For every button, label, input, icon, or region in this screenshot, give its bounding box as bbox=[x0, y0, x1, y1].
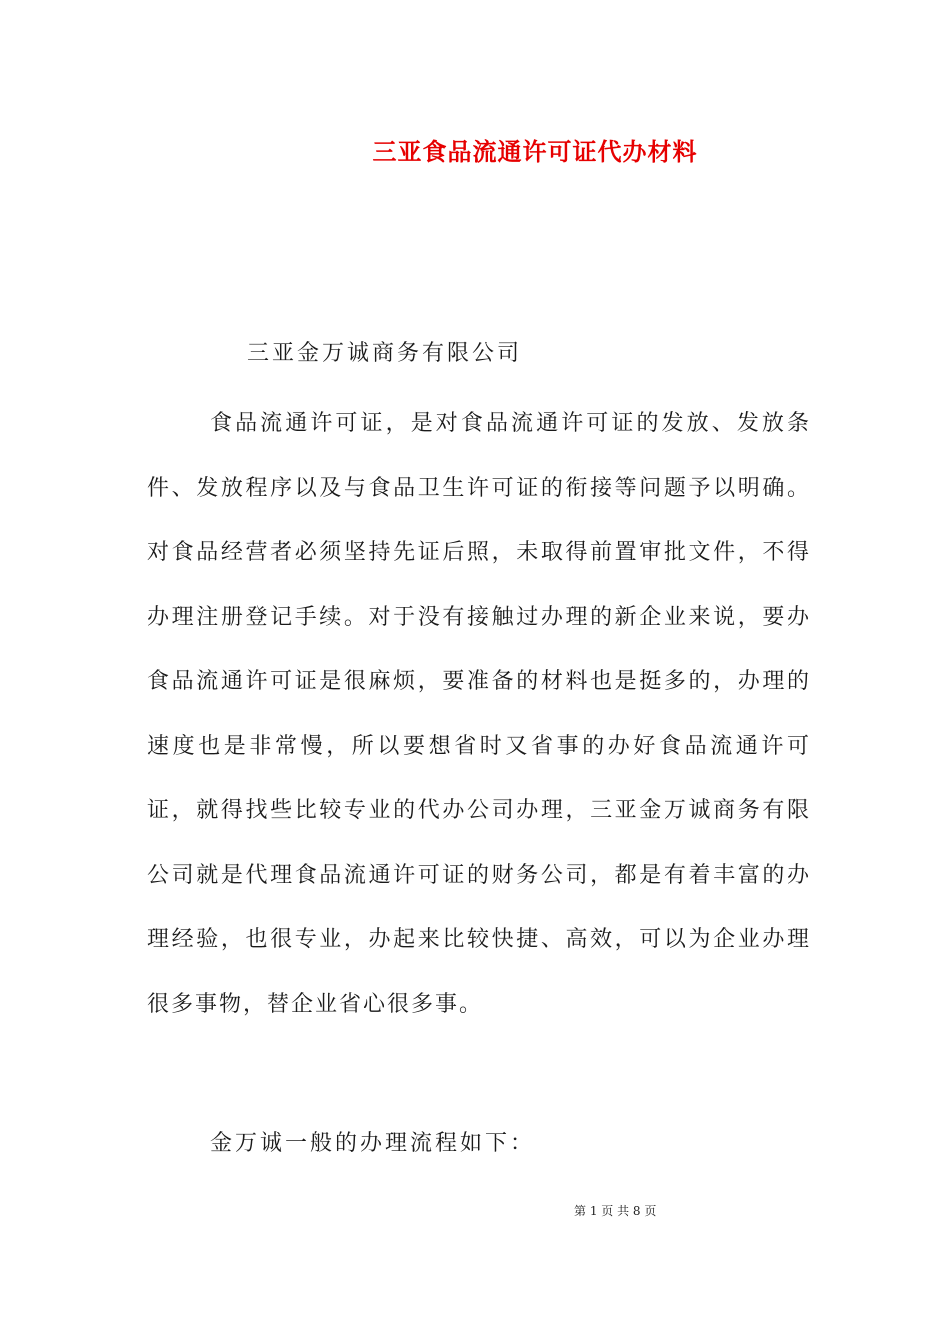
body-paragraph: 食品流通许可证，是对食品流通许可证的发放、发放条件、发放程序以及与食品卫生许可证的衔接等问题予以明确。对食品经营者必须坚持先证后照，未取得前置审批文件，不得办理注册登记手续。对于没有接触过办理的新企业来说，要办食品流通许可证是很麻烦，要准备的材料也是挺多的，办理的速度也是非常慢，所以要想省时又省事的办好食品流通许可证，就得找些比较专业的代办公司办理，三亚金万诚商务有限公司就是代理食品流通许可证的财务公司，都是有着丰富的办理经验，也很专业，办起来比较快捷、高效，可以为企业办理很多事物，替企业省心很多事。 bbox=[147, 411, 811, 1017]
company-name: 三亚金万诚商务有限公司 bbox=[247, 341, 523, 366]
flow-intro-line: 金万诚一般的办理流程如下： bbox=[210, 1131, 536, 1156]
page-footer: 第 1 页 共 8 页 bbox=[574, 1204, 657, 1218]
document-title: 三亚食品流通许可证代办材料 bbox=[372, 137, 698, 166]
